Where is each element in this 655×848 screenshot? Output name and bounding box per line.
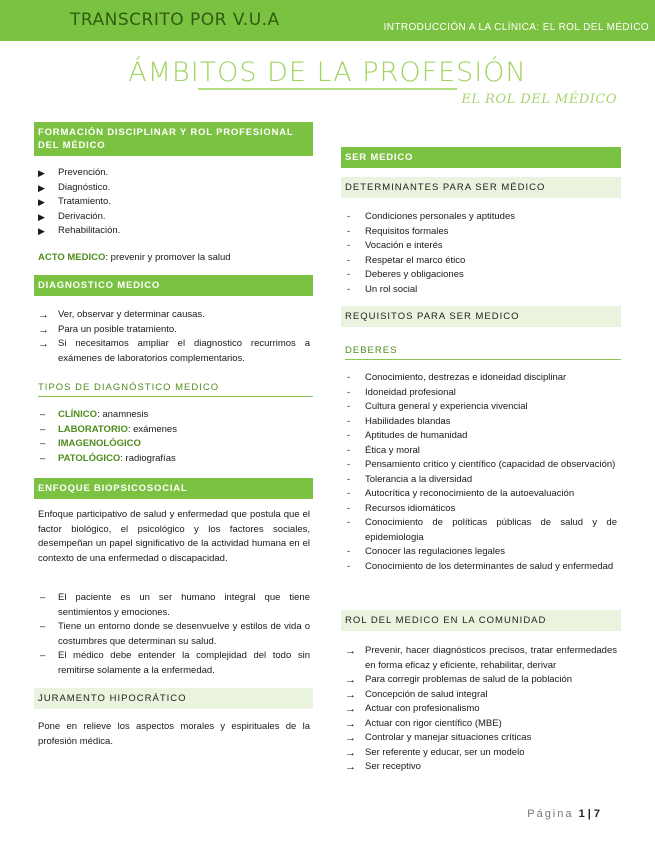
page-number <box>527 808 600 820</box>
dash-bullet-icon: – <box>40 621 46 632</box>
dash-bullet-icon: - <box>347 211 351 222</box>
arrow-right-icon: → <box>345 717 356 730</box>
section-header-juramento: JURAMENTO HIPOCRÁTICO <box>34 688 313 709</box>
rol-list <box>345 644 617 775</box>
list-item: ▶ Tratamiento. <box>38 195 308 210</box>
triangle-bullet-icon: ▶ <box>38 168 45 178</box>
section-header-ser-medico: SER MEDICO <box>341 147 621 168</box>
dash-bullet-icon: – <box>40 409 46 420</box>
page-count: 1 | 7 <box>578 808 600 820</box>
triangle-bullet-icon: ▶ <box>38 182 45 193</box>
section-header-determinantes: DETERMINANTES PARA SER MÉDICO <box>341 177 621 198</box>
list-item: - Vocación e interés <box>345 239 621 254</box>
dash-bullet-icon: - <box>347 444 351 456</box>
arrow-right-icon: → <box>38 338 49 350</box>
section-header-deberes: DEBERES <box>345 345 621 360</box>
dash-bullet-icon: – <box>40 650 46 661</box>
list-item: - Conocimiento, destrezas e idoneidad disciplinar <box>345 371 617 386</box>
arrow-right-icon: → <box>345 674 356 686</box>
list-item: ▶ Derivación. <box>38 210 308 225</box>
dash-bullet-icon: - <box>347 254 351 266</box>
determinantes-list <box>345 210 621 297</box>
document-subject: INTRODUCCIÓN A LA CLÍNICA: EL ROL DEL MÉDICO <box>383 22 649 33</box>
dash-bullet-icon: - <box>347 269 351 280</box>
list-item: → Si necesitamos ampliar el diagnostico recurrimos a exámenes de laboratorios complementarios. <box>38 338 310 364</box>
diagnostico-list <box>38 308 310 366</box>
arrow-right-icon: → <box>38 309 49 321</box>
tipos-list <box>38 408 310 466</box>
list-item: - Respetar el marco ético <box>345 254 621 269</box>
list-item: – IMAGENOLÓGICO <box>38 437 310 452</box>
list-item: → Controlar y manejar situaciones críticas <box>345 732 532 744</box>
section-header-enfoque: ENFOQUE BIOPSICOSOCIAL <box>34 478 313 499</box>
dash-bullet-icon: - <box>347 517 351 528</box>
list-item: – PATOLÓGICO: radiografías <box>38 452 310 467</box>
dash-bullet-icon: - <box>347 225 351 237</box>
deberes-list <box>345 371 617 574</box>
dash-bullet-icon: - <box>347 473 351 485</box>
dash-bullet-icon: - <box>347 372 351 383</box>
dash-bullet-icon: - <box>347 430 351 441</box>
list-item: → Ver, observar y determinar causas. <box>38 309 205 321</box>
list-item: – LABORATORIO: exámenes <box>38 423 310 438</box>
list-item: - Requisitos formales <box>345 225 621 240</box>
list-item: – El paciente es un ser humano integral que tiene sentimientos y emociones. <box>40 592 310 618</box>
list-item: - Deberes y obligaciones <box>345 268 621 283</box>
list-item: - Conocer las regulaciones legales <box>345 545 617 560</box>
page-subtitle: EL ROL DEL MÉDICO <box>461 92 617 107</box>
list-item: ▶ Diagnóstico. <box>38 181 308 196</box>
list-item: - Cultura general y experiencia vivencial <box>345 400 617 415</box>
section-header-diagnostico: DIAGNOSTICO MEDICO <box>34 275 313 296</box>
dash-bullet-icon: – <box>40 592 46 603</box>
list-item: ▶ Prevención. <box>38 166 308 181</box>
list-item: – Tiene un entorno donde se desenvuelve y estilos de vida o costumbres que determinan su salud. <box>40 621 310 647</box>
dash-bullet-icon: - <box>347 546 351 557</box>
arrow-right-icon: → <box>345 761 356 773</box>
list-item: – CLÍNICO: anamnesis <box>38 408 310 423</box>
section-header-tipos: TIPOS DE DIAGNÓSTICO MEDICO <box>38 382 313 397</box>
list-item: - Habilidades blandas <box>345 415 617 430</box>
arrow-right-icon: → <box>345 732 356 744</box>
dash-bullet-icon: - <box>347 401 351 412</box>
list-item: - Autocrítica y reconocimiento de la autoevaluación <box>345 487 617 502</box>
list-item: - Un rol social <box>345 283 621 298</box>
list-item: - Tolerancia a la diversidad <box>345 473 617 488</box>
list-item: → Para corregir problemas de salud de la población <box>345 674 573 686</box>
title-underline <box>198 88 457 90</box>
list-item: → Actuar con rigor científico (MBE) <box>345 717 502 730</box>
arrow-right-icon: → <box>345 688 356 701</box>
list-item: - Condiciones personales y aptitudes <box>345 210 621 225</box>
section-header-rol: ROL DEL MEDICO EN LA COMUNIDAD <box>341 610 621 631</box>
list-item: → Ser referente y educar, ser un modelo <box>345 746 525 759</box>
triangle-bullet-icon: ▶ <box>38 226 45 236</box>
dash-bullet-icon: - <box>347 502 351 514</box>
arrow-right-icon: → <box>345 746 356 759</box>
list-item: → Actuar con profesionalismo <box>345 703 480 715</box>
section-header-formacion: FORMACIÓN DISCIPLINAR Y ROL PROFESIONAL DEL MÉDICO <box>34 122 313 156</box>
dash-bullet-icon: – <box>40 423 46 435</box>
list-item: - Pensamiento crítico y científico (capacidad de observación) <box>345 458 617 473</box>
formacion-list <box>38 166 308 239</box>
list-item: - Ética y moral <box>345 444 617 459</box>
enfoque-list <box>38 591 310 678</box>
list-item: - Aptitudes de humanidad <box>345 429 617 444</box>
transcriber-label: TRANSCRITO POR V.U.A <box>70 10 280 30</box>
list-item: – El médico debe entender la complejidad del todo sin remitirse solamente a la enfermedad. <box>40 650 310 676</box>
dash-bullet-icon: - <box>347 459 351 470</box>
dash-bullet-icon: – <box>40 452 46 464</box>
dash-bullet-icon: – <box>40 438 46 449</box>
list-item: → Para un posible tratamiento. <box>38 323 177 336</box>
list-item: → Ser receptivo <box>345 761 421 773</box>
arrow-right-icon: → <box>345 703 356 715</box>
page-title: ÁMBITOS DE LA PROFESIÓN <box>128 57 527 88</box>
dash-bullet-icon: - <box>347 283 351 295</box>
list-item: - Idoneidad profesional <box>345 386 617 401</box>
list-item: - Conocimiento de los determinantes de salud y enfermedad <box>345 560 617 575</box>
dash-bullet-icon: - <box>347 560 351 572</box>
section-header-requisitos: REQUISITOS PARA SER MEDICO <box>341 306 621 327</box>
dash-bullet-icon: - <box>347 415 351 427</box>
list-item: ▶ Rehabilitación. <box>38 224 308 239</box>
acto-medico-line: ACTO MEDICO: prevenir y promover la salud <box>38 252 231 263</box>
arrow-right-icon: → <box>345 645 356 657</box>
page-label: Página <box>527 808 574 820</box>
list-item: → Prevenir, hacer diagnósticos precisos, tratar enfermedades en forma eficaz y eficiente, rehabilitar, derivar <box>345 645 617 671</box>
list-item: → Concepción de salud integral <box>345 688 488 701</box>
enfoque-paragraph: Enfoque participativo de salud y enfermedad que postula que el factor biológico, el psicológico y los factores sociales, desempeñan un papel significativo de la actividad humana en el contexto de una enfermedad o discapacidad. <box>38 509 310 564</box>
header-bar <box>0 0 655 41</box>
arrow-right-icon: → <box>38 323 49 336</box>
dash-bullet-icon: - <box>347 386 351 398</box>
dash-bullet-icon: - <box>347 240 351 251</box>
dash-bullet-icon: - <box>347 488 351 499</box>
juramento-paragraph: Pone en relieve los aspectos morales y espirituales de la profesión médica. <box>38 721 310 747</box>
list-item: - Conocimiento de políticas públicas de salud y de epidemiologia <box>347 517 617 543</box>
triangle-bullet-icon: ▶ <box>38 197 45 207</box>
triangle-bullet-icon: ▶ <box>38 211 45 222</box>
list-item: - Recursos idiomáticos <box>345 502 617 517</box>
